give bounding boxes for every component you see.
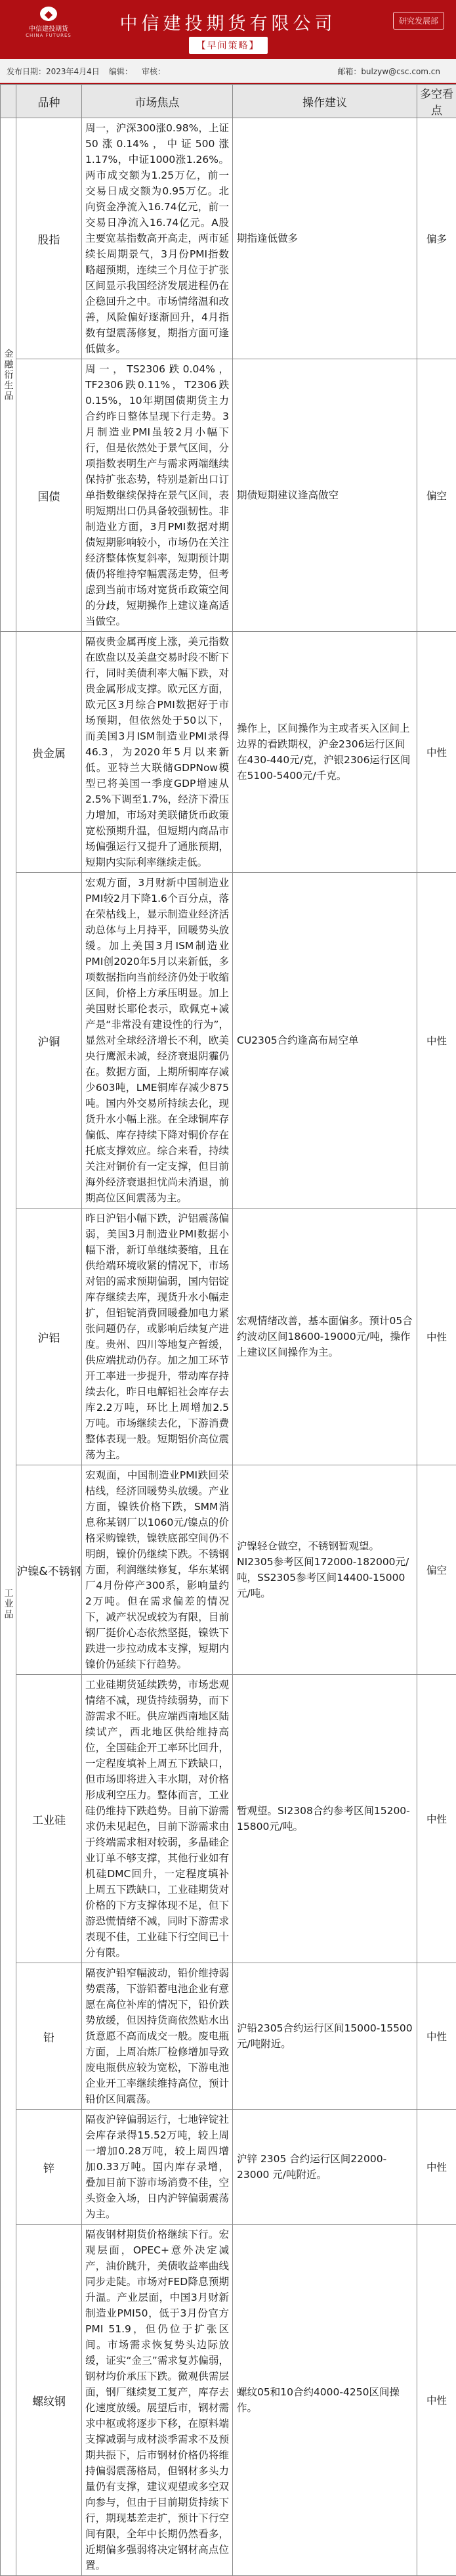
table-row (1, 873, 456, 1209)
table-row (1, 1675, 456, 1963)
header-product: 品种 (16, 85, 82, 118)
logo-subtext: CHINA FUTURES (26, 33, 72, 38)
product-name: 贵金属 (16, 632, 82, 873)
product-name: 铅 (16, 1963, 82, 2110)
info-bar (0, 59, 456, 84)
operation-advice: 暂观望。SI2308合约参考区间15200-15800元/吨。 (233, 1675, 417, 1963)
market-view: 中性 (417, 2110, 456, 2225)
market-view: 中性 (417, 632, 456, 873)
market-focus: 周一，TS2306跌0.04%，TF2306跌0.11%，T2306跌0.15%，10年期国债期货主力合约昨日整体呈现下行走势。3月制造业PMI虽较2月小幅下行，但是依然处于景气区间，分项指数表明生产与需求两端继续保持扩张态势，特别是新出口订单指数继续保持在景气区间，表明短期出口仍具备较强韧性。非制造业方面，3月PMI数据对期债短期影响较小，市场仍在关注经济整体恢复斜率，短期预计期债仍将维持窄幅震荡走势，但考虑到当前市场对宽货币政策空间的分歧，短期操作上建议逢高适当做空。 (82, 359, 233, 632)
market-view: 中性 (417, 873, 456, 1209)
table-header-row (1, 85, 456, 118)
header-category (1, 85, 16, 118)
category-finance: 金融衍生品 (1, 118, 16, 632)
table-row (1, 118, 456, 359)
operation-advice: 沪镍轻仓做空，不锈钢暂观望。NI2305参考区间172000-182000元/吨，SS2305参考区间14400-15000元/吨。 (233, 1465, 417, 1675)
market-focus: 隔夜钢材期货价格继续下行。宏观层面，OPEC+意外决定减产，油价跳升，美债收益率曲线同步走陡。市场对FED降息预期升温。产业层面，中国3月财新制造业PMI50，低于3月份官方PMI 51.9，但仍位于扩张区间。市场需求恢复势头边际放缓，证实“金三”需求复苏偏弱，钢材均价承压下跌。微观供需层面，钢厂继续复工复产，库存去化速度放缓。展望后市，钢材需求中枢或将逐步下移，在原料端支撑减弱与成材淡季需求不及预期共振下，后市钢材价格仍将维持偏弱震荡格局，但钢材多头力量仍有支撑，建议观望或多空双向参与，但由于目前期货持续下行，期现基差走扩，预计下行空间有限，全年中长期仍然看多，近期偏多强弱将决定钢材高点位置。 (82, 2225, 233, 2576)
operation-advice: 沪铅2305合约运行区间15000-15500元/吨附近。 (233, 1963, 417, 2110)
product-name: 股指 (16, 118, 82, 359)
product-name: 螺纹钢 (16, 2225, 82, 2576)
logo-mark-icon: ◆ (40, 7, 57, 21)
market-view: 中性 (417, 1209, 456, 1465)
product-name: 沪铜 (16, 873, 82, 1209)
contact-email[interactable]: 邮箱：bulzyw@csc.com.cn (337, 66, 440, 77)
market-focus: 隔夜沪铅窄幅波动，铅价维持弱势震荡，下游铅蓄电池企业有意愿在高位补库的情况下，铅价跌势放缓，但因持货商依然贴水出货意愿不高而成交一般。废电瓶方面，上周冶炼厂检修增加导致废电瓶供应较为宽松，下游电池企业开工率继续维持高位，预计铅价区间震荡。 (82, 1963, 233, 2110)
product-name: 工业硅 (16, 1675, 82, 1963)
market-view: 中性 (417, 1963, 456, 2110)
reviewer-label: 审核： (142, 66, 165, 77)
market-focus: 隔夜沪锌偏弱运行，七地锌锭社会库存录得15.52万吨，较上周一增加0.28万吨，较上周四增加0.33万吨。国内库存录增，叠加目前下游市场消费不佳，空头资金入场，日内沪锌偏弱震荡为主。 (82, 2110, 233, 2225)
operation-advice: CU2305合约逢高布局空单 (233, 873, 417, 1209)
table-row (1, 1465, 456, 1675)
market-focus: 宏观方面，3月财新中国制造业PMI较2月下降1.6个百分点，落在荣枯线上，显示制造业经济活动总体与上月持平，回暖势头放缓。加上美国3月ISM制造业PMI创2020年5月以来新低，多项数据指向当前经济仍处于收缩区间，价格上方承压明显。加上美国财长耶伦表示，欧佩克+减产是“非常没有建设性的行为”，显然对全球经济增长不利，欧美央行鹰派未减，经济衰退阴霾仍在。数据方面，上期所铜库存减少603吨，LME铜库存减少875吨。国内外交易所持续去化，现货升水小幅上涨。在全球铜库存偏低、库存持续下降对铜价存在托底支撑效应。综合来看，持续关注对铜价有一定支撑，但目前海外经济衰退担忧尚未消退，前期高位区间震荡为主。 (82, 873, 233, 1209)
header-view: 多空看点 (417, 85, 456, 118)
operation-advice: 沪锌 2305 合约运行区间22000-23000 元/吨附近。 (233, 2110, 417, 2225)
market-focus: 昨日沪铝小幅下跌，沪铝震荡偏弱，美国3月制造业PMI数据小幅下滑，新订单继续萎缩，且在供给端环境收紧的情况下，市场对铝的需求预期偏弱，国内铝锭库存继续去库，现货升水小幅走扩，但铝锭消费回暖叠加电力紧张问题仍存，或影响后续复产进度。贵州、四川等地复产暂缓，供应端扰动仍存。加之加工环节开工率进一步提升，带动库存持续去化，昨日电解铝社会库存去库2.2万吨，环比上周增加2.5万吨。市场继续去化，下游消费整体表现一般。短期铝价高位震荡为主。 (82, 1209, 233, 1465)
strategy-table (0, 84, 456, 2576)
market-view: 偏多 (417, 118, 456, 359)
edition-label: 【早间策略】 (189, 37, 268, 54)
table-row (1, 2110, 456, 2225)
operation-advice: 期指逢低做多 (233, 118, 417, 359)
operation-advice: 期债短期建议逢高做空 (233, 359, 417, 632)
market-focus: 工业硅期货延续跌势，市场悲观情绪不减，现货持续弱势，而下游需求不旺。供应端西南地区陆续试产，西北地区供给维持高位，全国硅企开工率环比回升，一定程度填补上周五下跌缺口，但市场即将进入丰水期，对价格形成利空压力。整体而言，工业硅仍维持下跌趋势。目前下游需求仍未见起色，目前下游需求由于终端需求相对较弱，多晶硅企业订单不够支撑，其他行业如有机硅DMC回升，一定程度填补上周五下跌缺口，工业硅期货对价格的下方支撑体现不足，但下游恐慌情绪不减，同时下游需求表现不佳，工业硅下行空间已十分有限。 (82, 1675, 233, 1963)
publish-date: 发布日期：2023年4月4日 (7, 66, 100, 77)
market-view: 中性 (417, 1675, 456, 1963)
market-focus: 周一，沪深300涨0.98%，上证50涨0.14%，中证500涨1.17%，中证1000涨1.26%。两市成交额为1.25万亿，前一交易日成交额为0.95万亿。北向资金净流入16.74亿元，前一交易日净流入16.74亿元。A股主要宽基指数高开高走，两市延续长周期景气，3月份PMI指数略超预期，连续三个月位于扩张区间显示我国经济发展进程仍在企稳回升之中。市场情绪温和改善，风险偏好逐渐回升，4月指数有望震荡修复，期指方面可逢低做多。 (82, 118, 233, 359)
operation-advice: 宏观情绪改善，基本面偏多。预计05合约波动区间18600-19000元/吨，操作上建议区间操作为主。 (233, 1209, 417, 1465)
table-row (1, 1209, 456, 1465)
table-row (1, 1963, 456, 2110)
product-name: 沪铝 (16, 1209, 82, 1465)
table-row (1, 632, 456, 873)
product-name: 国债 (16, 359, 82, 632)
market-view: 偏空 (417, 359, 456, 632)
category-industrial: 工业品 (1, 632, 16, 2576)
product-name: 沪镍&不锈钢 (16, 1465, 82, 1675)
product-name: 锌 (16, 2110, 82, 2225)
table-row (1, 359, 456, 632)
table-row (1, 2225, 456, 2576)
market-focus: 隔夜贵金属再度上涨，美元指数在欧盘以及美盘交易时段不断下行，同时美债利率大幅下跌，对贵金属形成支撑。欧元区方面，欧元区3月综合PMI数据好于市场预期，但依然处于50以下，而美国3月ISM制造业PMI录得46.3，为2020年5月以来新低。亚特兰大联储GDPNow模型已将美国一季度GDP增速从2.5%下调至1.7%，经济下滑压力增加，市场对美联储货币政策宽松预期升温，但短期内商品市场偏强运行又提升了通胀预期，短期内实际利率继续走低。 (82, 632, 233, 873)
editor-label: 编辑： (109, 66, 133, 77)
header-advice: 操作建议 (233, 85, 417, 118)
operation-advice: 操作上，区间操作为主或者买入区间上边界的看跌期权，沪金2306运行区间在430-440元/克，沪银2306运行区间在5100-5400元/千克。 (233, 632, 417, 873)
logo-text: 中信建投期货 (29, 23, 68, 33)
report-header (0, 0, 456, 59)
company-name: 中信建投期货有限公司 (0, 9, 456, 35)
research-dept-tag: 研究发展部 (393, 12, 444, 30)
market-view: 中性 (417, 2225, 456, 2576)
header-market-focus: 市场焦点 (82, 85, 233, 118)
market-focus: 宏观面，中国制造业PMI跌回荣枯线，经济回暖势头放缓。产业方面，镍铁价格下跌，SMM消息称某钢厂以1060元/镍点的价格采购镍铁，镍铁底部空间仍不明朗，镍价仍继续下跌。不锈钢方面，利润继续修复，华东某钢厂4月份停产300系，影响量约2万吨。但在需求偏差的情况下，减产状况或较为有限，目前钢厂挺价心态依然坚挺，镍铁下跌进一步拉动成本支撑，短期内镍价仍延续下行趋势。 (82, 1465, 233, 1675)
operation-advice: 螺纹05和10合约4000-4250区间操作。 (233, 2225, 417, 2576)
market-view: 偏空 (417, 1465, 456, 1675)
